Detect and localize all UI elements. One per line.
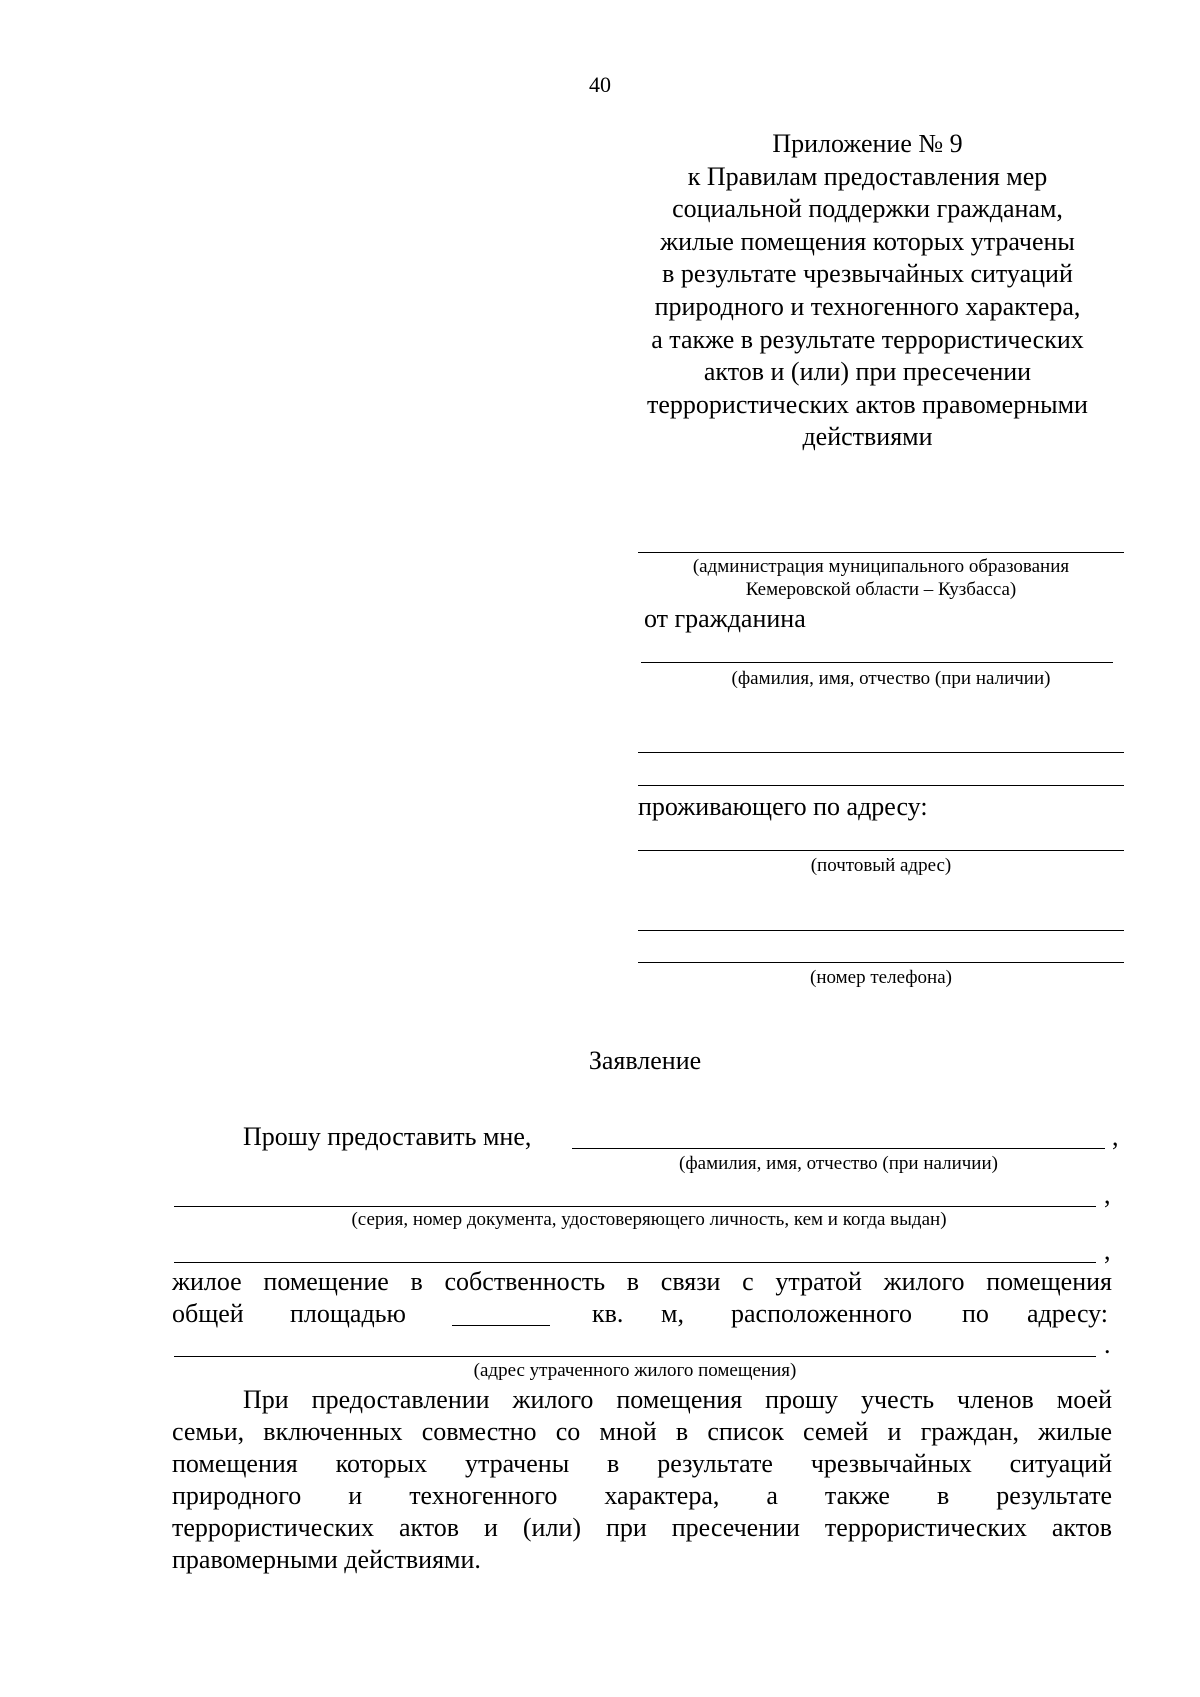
identity-document-caption: (серия, номер документа, удостоверяющего личность, кем и когда выдан) [351, 1209, 947, 1230]
appendix-line: к Правилам предоставления мер [687, 161, 1048, 191]
paragraph-line: правомерными действиями. [172, 1545, 481, 1574]
postal-address-caption: (почтовый адрес) [810, 855, 952, 876]
area-word: кв. [592, 1299, 624, 1328]
appendix-header [625, 128, 1110, 454]
identity-document-line [174, 1206, 1096, 1207]
residence-address-label: проживающего по адресу: [638, 792, 928, 821]
postal-address-line [638, 850, 1124, 851]
postal-address-line-2 [638, 930, 1124, 931]
request-start: Прошу предоставить мне, [243, 1122, 532, 1151]
citizen-fio-caption: (фамилия, имя, отчество (при наличии) [731, 668, 1051, 689]
area-value-blank [452, 1325, 550, 1326]
page-number: 40 [589, 72, 611, 97]
phone-number-line [638, 962, 1124, 963]
paragraph-line: помещения которых утрачены в результате чрезвычайных ситуаций [172, 1449, 1112, 1478]
citizen-extra-line-2 [638, 785, 1124, 786]
citizen-extra-line-1 [638, 752, 1124, 753]
paragraph-line: природного и техногенного характера, а также в результате [172, 1481, 1112, 1510]
paragraph-line: При предоставлении жилого помещения прошу учесть членов моей [243, 1385, 1112, 1414]
lost-housing-address-line [174, 1356, 1096, 1357]
admin-caption: (администрация муниципального образования Кемеровской области – Кузбасса) [692, 556, 1070, 600]
area-word: общей [172, 1299, 244, 1328]
appendix-line: социальной поддержки гражданам, [672, 194, 1063, 224]
appendix-line: в результате чрезвычайных ситуаций [662, 259, 1073, 289]
identity-document-line-2 [174, 1262, 1096, 1263]
appendix-line: террористических актов правомерными [647, 389, 1088, 419]
appendix-line: Приложение № 9 [772, 129, 963, 158]
area-word: м, [661, 1299, 684, 1328]
area-word: расположенного [731, 1299, 912, 1328]
area-word: площадью [290, 1299, 406, 1328]
comma: , [1112, 1122, 1119, 1151]
appendix-line: актов и (или) при пресечении [703, 357, 1032, 387]
appendix-line: а также в результате террористических [651, 324, 1084, 354]
appendix-line: жилые помещения которых утрачены [660, 226, 1075, 256]
statement-title: Заявление [588, 1046, 702, 1075]
paragraph-line: террористических актов и (или) при пресечении террористических актов [172, 1513, 1112, 1542]
appendix-line: действиями [802, 422, 933, 452]
appendix-line: природного и техногенного характера, [654, 291, 1081, 321]
housing-text-line: жилое помещение в собственность в связи с утратой жилого помещения [172, 1267, 1112, 1296]
area-line [172, 1298, 1112, 1330]
area-word: по [962, 1299, 989, 1328]
citizen-fio-line [641, 662, 1113, 663]
applicant-fio-line [572, 1148, 1105, 1149]
paragraph-line: семьи, включенных совместно со мной в список семей и граждан, жилые [172, 1417, 1112, 1446]
lost-housing-address-caption: (адрес утраченного жилого помещения) [473, 1360, 797, 1381]
from-citizen-label: от гражданина [644, 604, 806, 633]
area-word: адресу: [1027, 1299, 1109, 1328]
admin-name-line [638, 552, 1124, 553]
applicant-fio-caption: (фамилия, имя, отчество (при наличии) [679, 1153, 998, 1174]
comma: , [1104, 1236, 1111, 1265]
comma: , [1104, 1180, 1111, 1209]
phone-number-caption: (номер телефона) [810, 967, 952, 988]
period: . [1104, 1330, 1111, 1359]
